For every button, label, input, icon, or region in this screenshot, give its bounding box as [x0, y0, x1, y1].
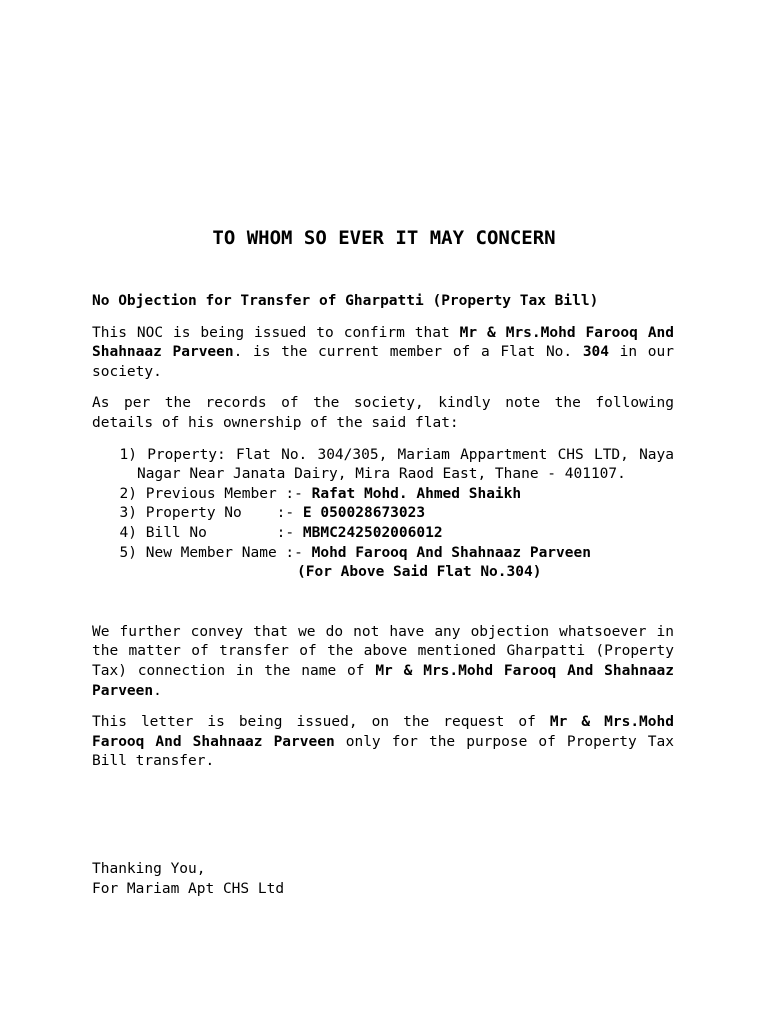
- list-item: [92, 485, 674, 505]
- closing-thanks: Thanking You,: [92, 861, 206, 877]
- para1-text-mid: . is the current member of a Flat No.: [233, 344, 583, 361]
- para1-text-post: in our society.: [92, 344, 675, 380]
- para4-member-name: Mr & Mrs.Mohd Farooq And Shahnaaz Parveen: [92, 714, 674, 750]
- para4-text-pre: This letter is being issued, on the request of: [92, 714, 550, 731]
- list-item-previous-member: [137, 485, 674, 505]
- list-item-property-no: [137, 504, 674, 524]
- para1-flat-number: 304: [582, 344, 610, 361]
- para1-text-pre: This NOC is being issued to confirm that: [92, 324, 460, 341]
- letter-body: [92, 292, 683, 784]
- list-item-number: 5): [119, 544, 137, 561]
- list-item-value: Mohd Farooq And Shahnaaz Parveen: [311, 544, 591, 561]
- closing-signatory: For Mariam Apt CHS Ltd: [92, 880, 285, 897]
- list-item: [92, 446, 683, 485]
- paragraph-confirmation: [92, 324, 674, 383]
- subject-line: No Objection for Transfer of Gharpatti (Property Tax Bill): [92, 293, 599, 309]
- para3-text-post: .: [153, 682, 162, 699]
- para3-text-pre: We further convey that we do not have any objection whatsoever in the matter of transfer of the above mentioned Gharpatti (Property Tax) connection in the name of: [92, 623, 674, 679]
- para4-text-post: only for the purpose of Property Tax Bill transfer.: [92, 733, 674, 770]
- list-item-property: [137, 446, 683, 485]
- flat-note: (For Above Said Flat No.304): [297, 564, 542, 581]
- list-item-bill-no: [137, 524, 674, 544]
- list-item-label: New Member Name :-: [145, 544, 312, 561]
- list-item-value: E 050028673023: [302, 505, 426, 522]
- list-item-value: Rafat Mohd. Ahmed Shaikh: [311, 485, 522, 502]
- para1-member-name: Mr & Mrs.Mohd Farooq And Shahnaaz Parveen: [92, 324, 675, 361]
- list-item-number: 4): [119, 524, 137, 541]
- list-item: [92, 544, 674, 564]
- ownership-details-list: [92, 446, 683, 564]
- list-item-value: MBMC242502006012: [302, 524, 443, 541]
- list-item-number: 3): [119, 505, 137, 522]
- list-item: [92, 504, 674, 524]
- document-title: TO WHOM SO EVER IT MAY CONCERN: [212, 227, 556, 249]
- paragraph-no-objection: [92, 623, 674, 701]
- list-item-label: Bill No :-: [145, 524, 303, 541]
- list-item-label: Property No :-: [145, 505, 303, 522]
- para3-member-name: Mr & Mrs.Mohd Farooq And Shahnaaz Parveen: [92, 662, 674, 699]
- list-item-number: 2): [119, 485, 137, 502]
- list-item-new-member: [137, 544, 674, 564]
- closing-block: [92, 860, 284, 899]
- paragraph-purpose: [92, 713, 674, 772]
- paragraph-records: As per the records of the society, kindly note the following details of his ownership of the said flat:: [92, 395, 674, 431]
- list-item-number: 1): [119, 446, 137, 463]
- list-item-label: Previous Member :-: [145, 485, 312, 502]
- list-item-label: Property: Flat No. 304/305, Mariam Appartment CHS LTD, Naya Nagar Near Janata Dairy, Mira Raod East, Thane - 401107.: [137, 446, 683, 483]
- list-item: [92, 524, 674, 544]
